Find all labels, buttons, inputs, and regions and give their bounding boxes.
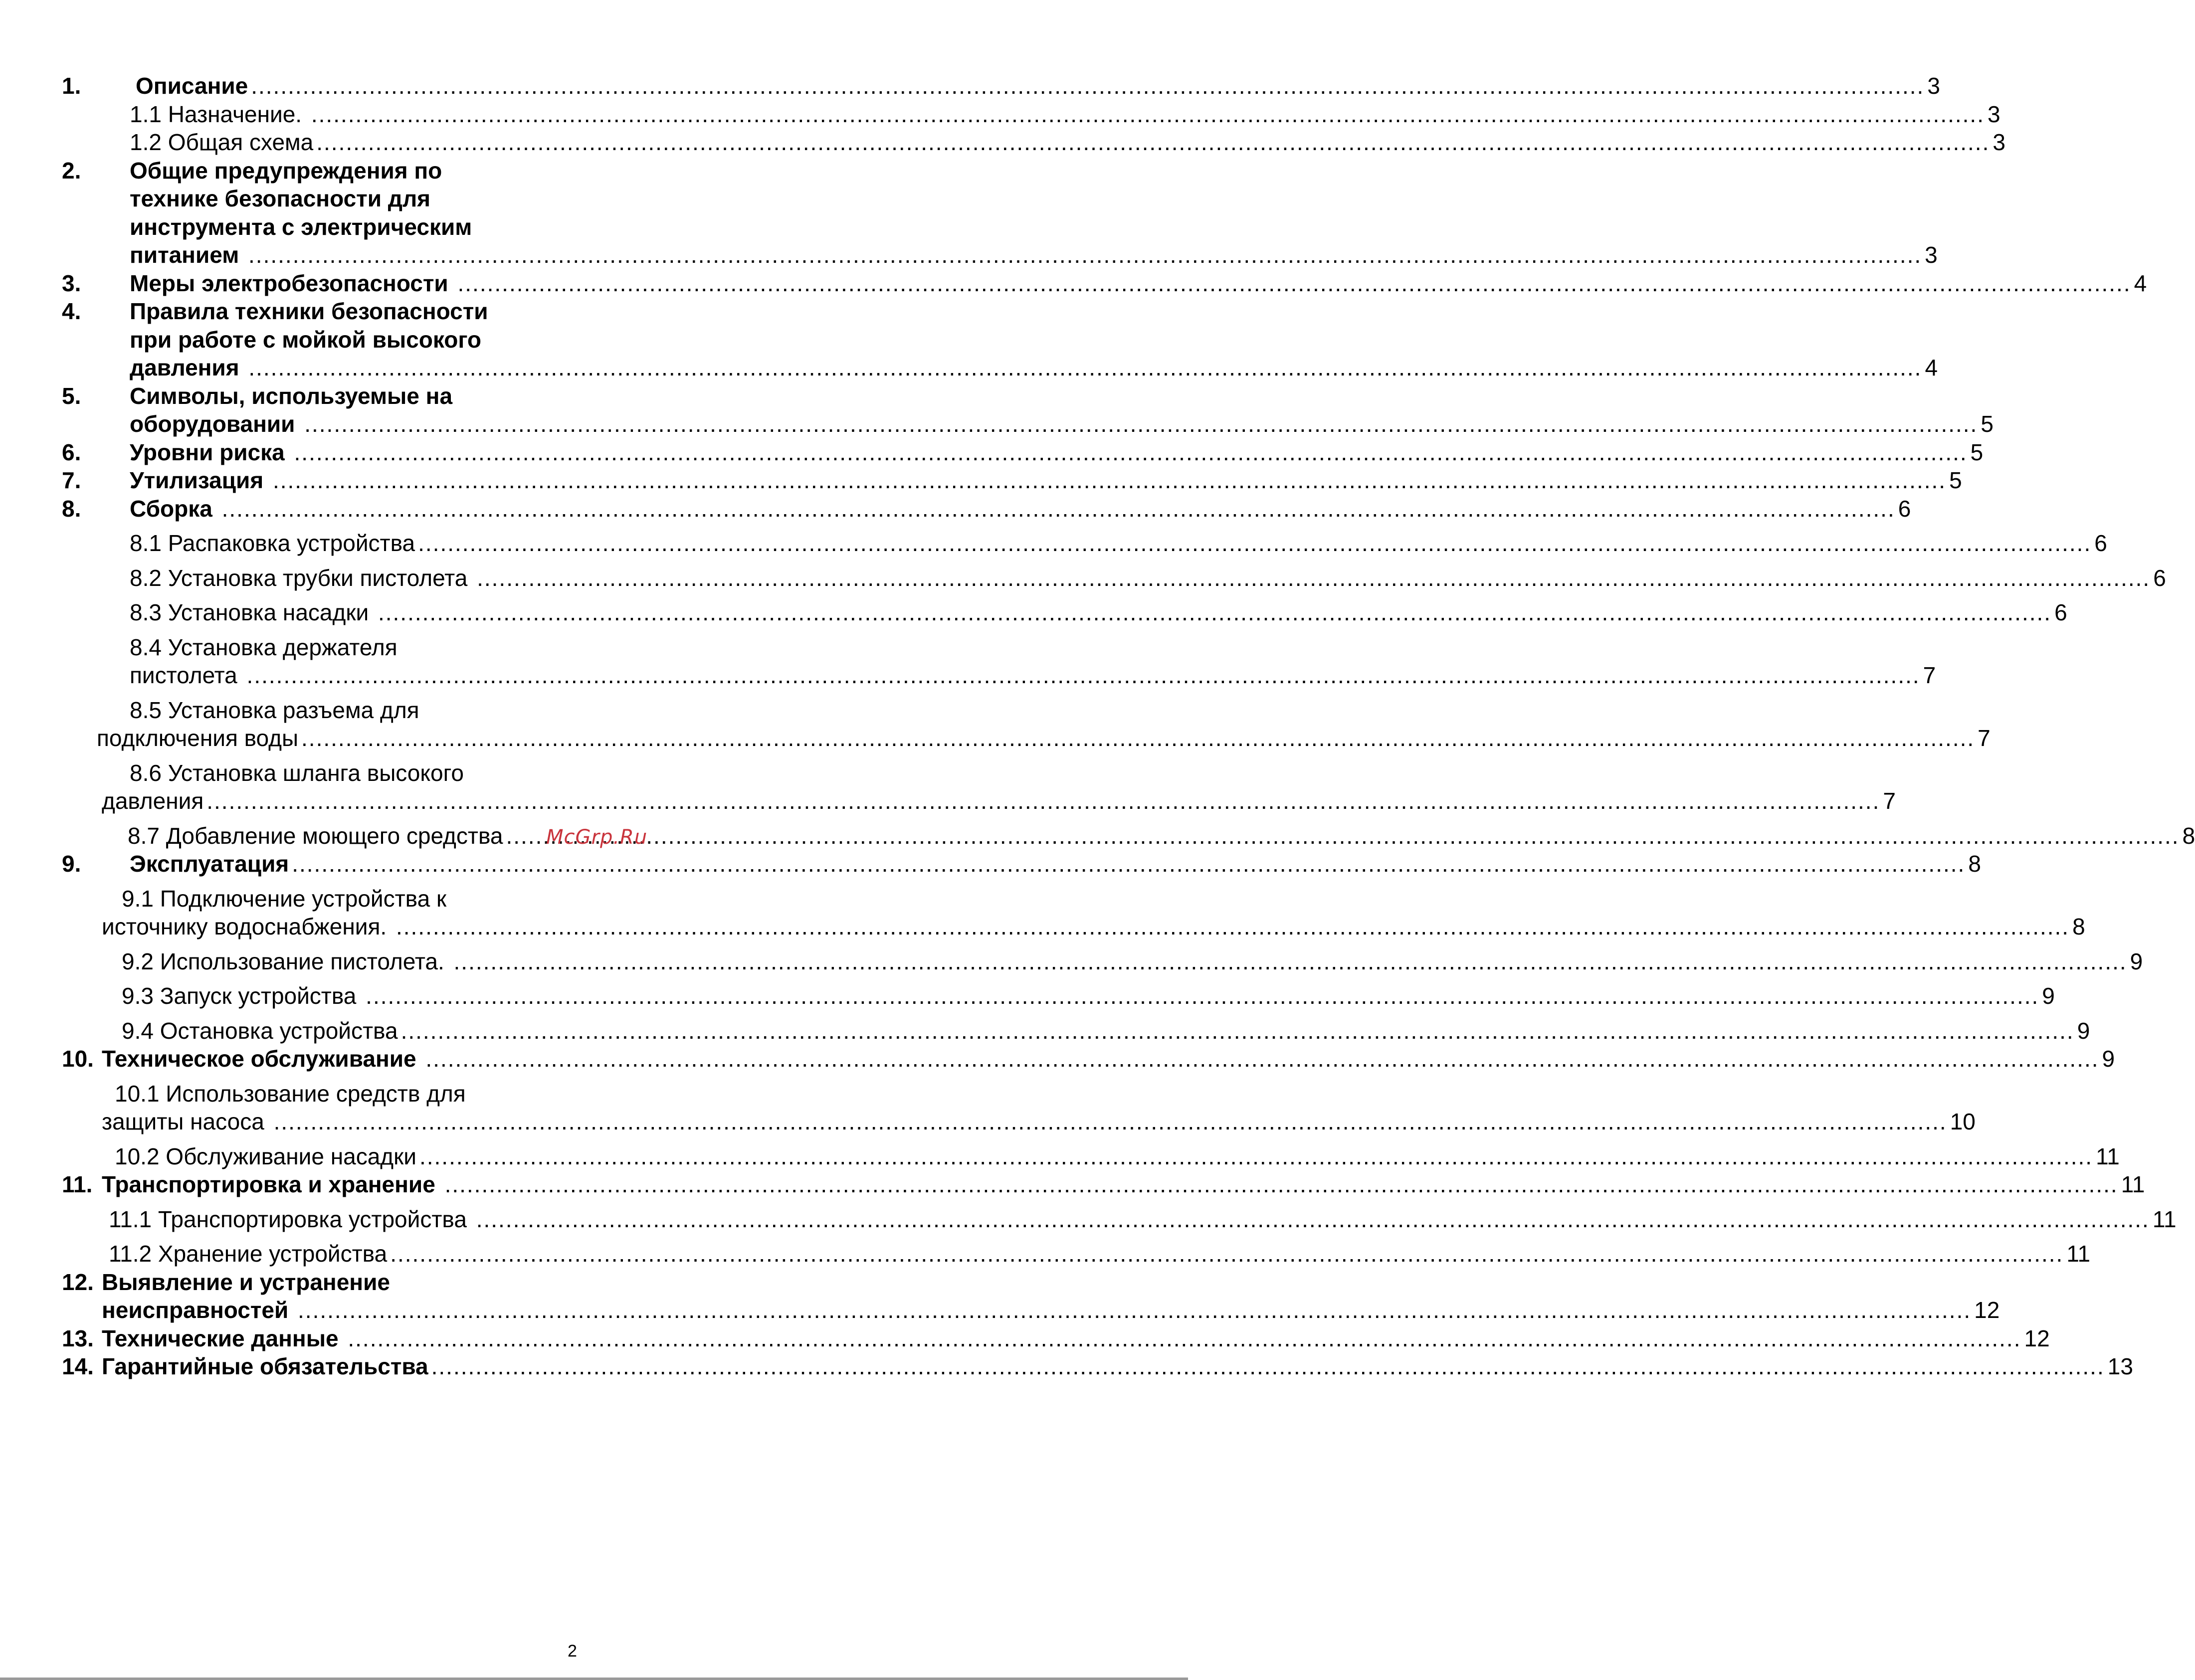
toc-title: Утилизация xyxy=(130,467,270,493)
dot-leader xyxy=(304,410,1978,438)
toc-page-number: 8 xyxy=(1968,851,1981,877)
toc-page-number: 3 xyxy=(1927,73,1940,99)
dot-leader xyxy=(366,982,2039,1010)
toc-title: 8.3 Установка насадки xyxy=(130,599,375,625)
toc-section[interactable] xyxy=(62,157,1938,269)
toc-title: 8.2 Установка трубки пистолета xyxy=(130,564,474,591)
toc-spacer xyxy=(62,1233,571,1240)
dot-leader xyxy=(457,269,2131,298)
toc-title: Символы, используемые на xyxy=(130,382,453,409)
toc-spacer xyxy=(62,690,571,696)
dot-leader xyxy=(454,947,2127,976)
toc-subsection[interactable] xyxy=(62,564,2166,592)
toc-number: 13. xyxy=(62,1325,94,1351)
toc-number: 1. xyxy=(62,73,81,99)
toc-title: Уровни риска xyxy=(130,439,291,465)
toc-title: Сборка xyxy=(130,495,219,522)
toc-section[interactable] xyxy=(62,1045,2115,1073)
toc-spacer xyxy=(62,941,571,947)
toc-spacer xyxy=(62,815,571,822)
toc-title: 8.1 Распаковка устройства xyxy=(130,530,415,556)
dot-leader xyxy=(294,438,1968,467)
toc-section[interactable] xyxy=(62,495,1911,523)
toc-page-number: 3 xyxy=(1925,242,1938,268)
toc-subsection[interactable] xyxy=(62,982,2055,1010)
dot-leader xyxy=(222,495,1895,523)
toc-number: 6. xyxy=(62,439,81,465)
toc-title: Описание xyxy=(136,73,248,99)
toc-title: пистолета xyxy=(130,662,244,688)
toc-section[interactable] xyxy=(62,1324,2050,1353)
toc-spacer xyxy=(62,1073,571,1080)
toc-title: при работе с мойкой высокого xyxy=(130,326,482,353)
toc-page-number: 5 xyxy=(1970,439,1984,465)
toc-section[interactable] xyxy=(62,466,1962,495)
toc-spacer xyxy=(62,878,571,885)
toc-page-number: 11 xyxy=(2152,1206,2177,1232)
toc-section[interactable] xyxy=(62,297,1938,382)
toc-page-number: 9 xyxy=(2042,983,2055,1009)
toc-title: 9.4 Остановка устройства xyxy=(122,1017,398,1044)
toc-title: 10.1 Использование средств для xyxy=(115,1080,466,1107)
dot-leader xyxy=(206,787,1880,815)
toc-section[interactable] xyxy=(62,269,2147,298)
toc-page-number: 4 xyxy=(1925,355,1938,380)
dot-leader xyxy=(419,1142,2093,1171)
dot-leader xyxy=(390,1240,2063,1268)
toc-page-number: 11 xyxy=(2066,1241,2091,1267)
toc-spacer xyxy=(62,592,571,598)
dot-leader xyxy=(248,241,1922,269)
toc-spacer xyxy=(62,752,571,759)
toc-title: 9.1 Подключение устройства к xyxy=(122,885,447,912)
toc-page-number: 6 xyxy=(1898,495,1911,522)
toc-spacer xyxy=(62,558,571,564)
toc-number: 5. xyxy=(62,382,81,409)
dot-leader xyxy=(247,661,1920,690)
toc-title: 10.2 Обслуживание насадки xyxy=(115,1143,416,1169)
toc-page-number: 5 xyxy=(1981,411,1994,437)
dot-leader xyxy=(425,1045,2099,1073)
dot-leader xyxy=(401,1017,2074,1045)
toc-number: 12. xyxy=(62,1269,94,1295)
toc-number: 14. xyxy=(62,1353,94,1379)
toc-title: защиты насоса xyxy=(102,1109,271,1134)
toc-page-number: 5 xyxy=(1949,467,1962,493)
toc-page-number: 11 xyxy=(2096,1143,2120,1169)
toc-page-number: 9 xyxy=(2102,1046,2115,1072)
toc-section[interactable] xyxy=(62,382,1994,438)
toc-subsection[interactable] xyxy=(62,1017,2090,1045)
dot-leader xyxy=(273,466,1946,495)
dot-leader xyxy=(506,822,2179,850)
toc-title: источнику водоснабжения. xyxy=(102,914,393,939)
toc-page-number: 6 xyxy=(2153,564,2166,591)
toc-subsection[interactable] xyxy=(62,696,1991,752)
toc-spacer xyxy=(62,523,571,529)
toc-section[interactable] xyxy=(62,72,1940,100)
toc-title: питанием xyxy=(130,242,246,268)
toc-spacer xyxy=(62,975,571,982)
toc-title: Техническое обслуживание xyxy=(102,1046,423,1072)
dot-leader xyxy=(316,128,1990,157)
toc-title: давления xyxy=(102,788,204,814)
toc-page-number: 6 xyxy=(2054,599,2067,625)
toc-spacer xyxy=(62,1199,571,1205)
toc-title: 11.1 Транспортировка устройства xyxy=(109,1206,473,1232)
toc-section[interactable] xyxy=(62,1170,2145,1199)
toc-page-number: 12 xyxy=(1974,1297,2000,1323)
toc-page-number: 8 xyxy=(2072,914,2085,939)
toc-subsection[interactable] xyxy=(62,947,2143,976)
toc-subsection[interactable] xyxy=(62,1240,2091,1268)
dot-leader xyxy=(311,100,1985,129)
dot-leader xyxy=(477,564,2150,592)
toc-page-number: 9 xyxy=(2077,1017,2090,1044)
toc-title: 8.4 Установка держателя xyxy=(130,634,398,660)
dot-leader xyxy=(418,529,2091,558)
toc-page-number: 3 xyxy=(1993,129,2005,155)
toc-title: неисправностей xyxy=(102,1297,295,1323)
toc-spacer xyxy=(62,627,571,633)
toc-title: 8.5 Установка разъема для xyxy=(130,697,419,723)
toc-subsection[interactable] xyxy=(62,1205,2177,1234)
toc-page-number: 8 xyxy=(2182,822,2195,849)
toc-spacer xyxy=(62,1010,571,1017)
dot-leader xyxy=(292,850,1965,878)
toc-title: 11.2 Хранение устройства xyxy=(109,1241,388,1267)
toc-title: подключения воды xyxy=(97,725,299,751)
toc-title: Правила техники безопасности xyxy=(130,298,488,324)
toc-page-number: 6 xyxy=(2094,530,2107,556)
toc-title: Эксплуатация xyxy=(130,851,289,877)
toc-page-number: 12 xyxy=(2024,1325,2050,1351)
toc-title: Гарантийные обязательства xyxy=(102,1353,428,1379)
toc-page-number: 9 xyxy=(2130,948,2143,974)
toc-title: 9.2 Использование пистолета. xyxy=(122,948,451,974)
toc-page-number: 4 xyxy=(2134,270,2147,296)
dot-leader xyxy=(348,1324,2021,1353)
toc-subsection[interactable] xyxy=(62,633,1936,690)
toc-title: технике безопасности для xyxy=(130,186,431,211)
toc-title: Выявление и устранение xyxy=(102,1269,390,1295)
page-number: 2 xyxy=(568,1642,577,1661)
toc-subsection[interactable] xyxy=(62,598,2067,627)
dot-leader xyxy=(396,913,2069,941)
toc-page-number: 11 xyxy=(2121,1171,2145,1197)
dot-leader xyxy=(431,1352,2105,1381)
toc-title: 9.3 Запуск устройства xyxy=(122,983,363,1009)
toc-number: 3. xyxy=(62,270,81,296)
toc-number: 2. xyxy=(62,157,81,184)
toc-section[interactable] xyxy=(62,850,1981,878)
toc-number: 7. xyxy=(62,467,81,493)
toc-spacer xyxy=(62,1136,571,1142)
toc-page-number: 7 xyxy=(1923,662,1936,688)
toc-page-number: 7 xyxy=(1883,788,1896,814)
toc-title: 1.2 Общая схема xyxy=(130,129,314,155)
toc-subsection[interactable] xyxy=(62,759,1896,815)
toc-title: 1.1 Назначение. xyxy=(130,101,308,127)
toc-number: 9. xyxy=(62,851,81,877)
toc-title: Транспортировка и хранение xyxy=(102,1171,442,1197)
toc-title: Технические данные xyxy=(102,1325,345,1351)
dot-leader xyxy=(298,1296,1971,1324)
dot-leader xyxy=(301,724,1975,752)
dot-leader xyxy=(251,72,1924,100)
toc-page-number: 13 xyxy=(2107,1353,2133,1379)
toc-subsection[interactable] xyxy=(62,1080,1976,1136)
toc-title: Общие предупреждения по xyxy=(130,157,442,184)
toc-section[interactable] xyxy=(62,1352,2133,1381)
watermark: McGrp.Ru xyxy=(546,826,648,849)
page-bottom-rule xyxy=(0,1678,1188,1680)
toc-subsection[interactable] xyxy=(62,529,2107,558)
toc-number: 10. xyxy=(62,1046,94,1072)
toc-number: 8. xyxy=(62,495,81,522)
dot-leader xyxy=(378,598,2051,627)
toc-subsection[interactable] xyxy=(62,100,2000,129)
dot-leader xyxy=(274,1108,1947,1136)
toc-title: давления xyxy=(130,355,246,380)
toc-page-number: 7 xyxy=(1978,725,1991,751)
toc-number: 11. xyxy=(62,1171,93,1197)
toc-title: 8.7 Добавление моющего средства xyxy=(128,822,503,849)
dot-leader xyxy=(248,354,1922,382)
dot-leader xyxy=(476,1205,2150,1234)
toc-subsection[interactable] xyxy=(62,128,2005,157)
toc-section[interactable] xyxy=(62,438,1984,467)
toc-title: инструмента с электрическим xyxy=(130,213,472,240)
dot-leader xyxy=(445,1170,2118,1199)
toc-title: 8.6 Установка шланга высокого xyxy=(130,759,464,786)
toc-page-number: 10 xyxy=(1950,1109,1976,1134)
toc-section[interactable] xyxy=(62,1268,2000,1324)
toc-subsection[interactable] xyxy=(62,1142,2120,1171)
toc-title: оборудовании xyxy=(130,411,302,437)
toc-title: Меры электробезопасности xyxy=(130,270,455,296)
toc-number: 4. xyxy=(62,298,81,324)
toc-subsection[interactable] xyxy=(62,885,2085,941)
toc-page-number: 3 xyxy=(1988,101,2000,127)
